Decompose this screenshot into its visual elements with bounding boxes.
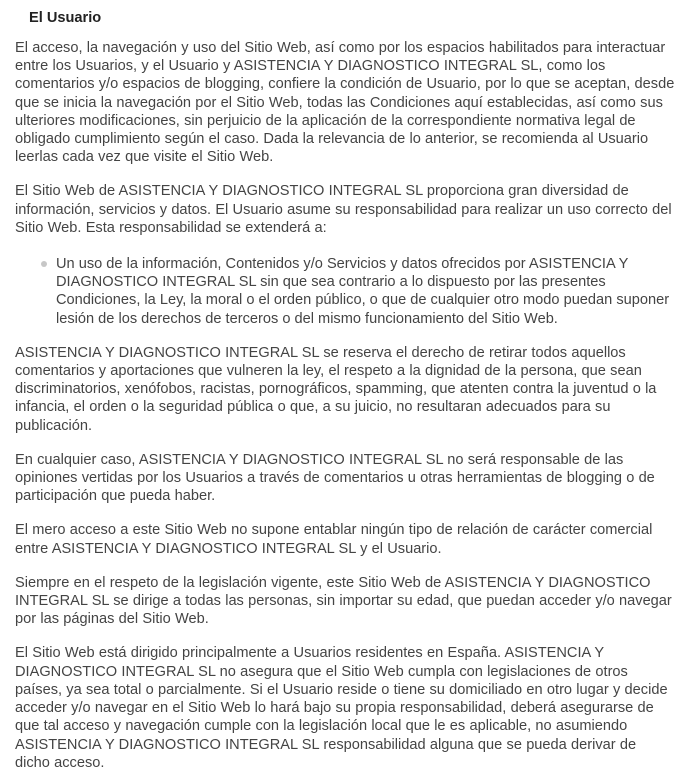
- responsibility-list: [15, 255, 675, 328]
- bullet-icon: [41, 261, 47, 267]
- list-item: [41, 255, 675, 328]
- list-item-text: Un uso de la información, Contenidos y/o Servicios y datos ofrecidos por ASISTENCIA Y DIAGNOSTICO INTEGRAL SL sin que sea contrario a lo dispuesto por las presentes Condiciones, la Ley, la moral o el orden público, o que de cualquier otro modo puedan suponer lesión de los derechos de terceros o del mismo funcionamiento del Sitio Web.: [56, 256, 670, 327]
- paragraph-opinions-disclaimer: En cualquier caso, ASISTENCIA Y DIAGNOSTICO INTEGRAL SL no será responsable de las opiniones vertidas por los Usuarios a través de comentarios u otras herramientas de blogging o de participación que pueda haber.: [15, 451, 655, 505]
- section-title: El Usuario: [29, 10, 102, 26]
- paragraph-audience: Siempre en el respeto de la legislación vigente, este Sitio Web de ASISTENCIA Y DIAGNOSTICO INTEGRAL SL se dirige a todas las personas, sin importar su edad, que puedan acceder y/o navegar por las páginas del Sitio Web.: [15, 574, 672, 628]
- paragraph-content-removal: ASISTENCIA Y DIAGNOSTICO INTEGRAL SL se reserva el derecho de retirar todos aquellos comentarios y aportaciones que vulneren la ley, el respeto a la dignidad de la persona, que sean discriminatorios, xenófobos, racistas, pornográficos, spamming, que atenten contra la juventud o la infancia, el orden o la seguridad pública o que, a su juicio, no resultaran adecuados para su publicación.: [15, 344, 657, 434]
- paragraph-jurisdiction: El Sitio Web está dirigido principalmente a Usuarios residentes en España. ASISTENCIA Y DIAGNOSTICO INTEGRAL SL no asegura que el Sitio Web cumpla con legislaciones de otros países, ya sea total o parcialmente. Si el Usuario reside o tiene su domiciliado en otro lugar y decide acceder y/o navegar en el Sitio Web lo hará bajo su propia responsabilidad, deberá asegurarse de que tal acceso y navegación cumple con la legislación local que le es aplicable, no asumiendo ASISTENCIA Y DIAGNOSTICO INTEGRAL SL responsabilidad alguna que se pueda derivar de dicho acceso.: [15, 645, 668, 771]
- paragraph-no-commercial-relation: El mero acceso a este Sitio Web no supone entablar ningún tipo de relación de carácter comercial entre ASISTENCIA Y DIAGNOSTICO INTEGRAL SL y el Usuario.: [15, 522, 653, 557]
- paragraph-user-responsibility: El Sitio Web de ASISTENCIA Y DIAGNOSTICO INTEGRAL SL proporciona gran diversidad de información, servicios y datos. El Usuario asume su responsabilidad para realizar un uso correcto del Sitio Web. Esta responsabilidad se extenderá a:: [15, 183, 672, 236]
- paragraph-access-conditions: El acceso, la navegación y uso del Sitio Web, así como por los espacios habilitados para interactuar entre los Usuarios, y el Usuario y ASISTENCIA Y DIAGNOSTICO INTEGRAL SL, como los comentarios y/o espacios de blogging, confiere la condición de Usuario, por lo que se aceptan, desde que se inicia la navegación por el Sitio Web, todas las Condiciones aquí establecidas, así como sus ulteriores modificaciones, sin perjuicio de la aplicación de la correspondiente normativa legal de obligado cumplimiento según el caso. Dada la relevancia de lo anterior, se recomienda al Usuario leerlas cada vez que visite el Sitio Web.: [15, 40, 675, 166]
